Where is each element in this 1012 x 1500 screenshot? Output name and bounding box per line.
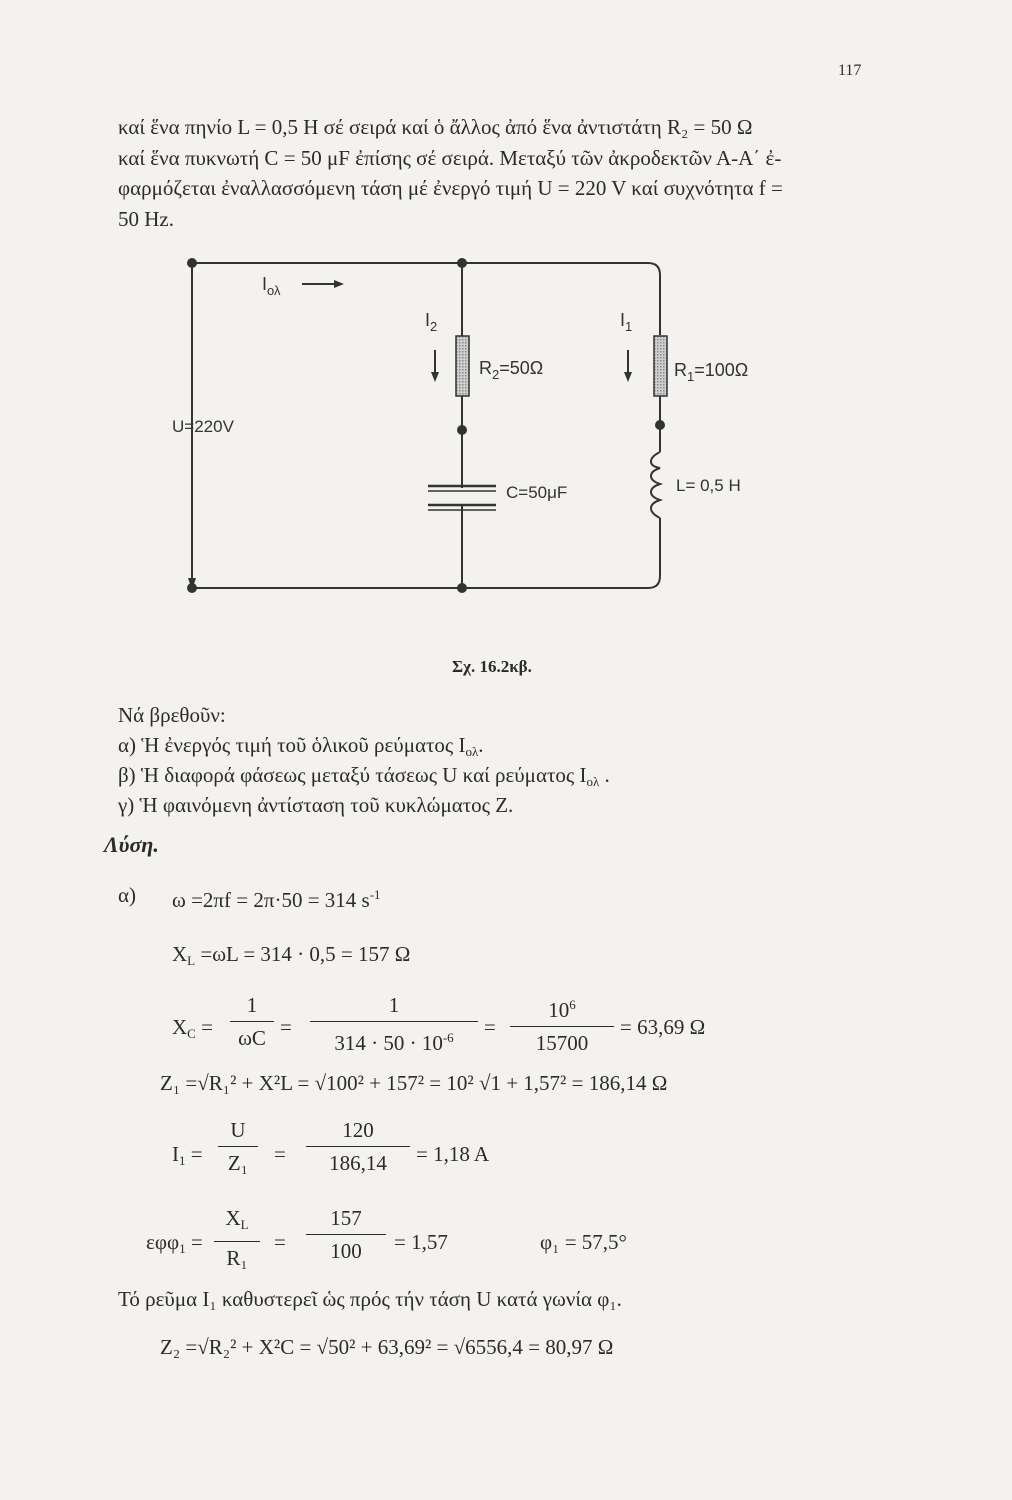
i1-lhs: $I_1$ = — [172, 1142, 203, 1168]
i1-fraction-2: 120 186,14 — [306, 1117, 410, 1176]
intro-line: καί ἕνα πυκνωτή C = 50 μF ἐπίσης σέ σειρά. Μεταξύ τῶν ἀκροδεκτῶν Α-Α΄ ἐ- — [118, 145, 782, 170]
tan-result: = 1,57 — [394, 1230, 448, 1254]
xc-fraction-2: 1 $314 \cdot 50 \cdot 10^{-6}$ — [310, 992, 478, 1056]
inductor-label: L= 0,5 H — [676, 476, 741, 495]
i1-label: $I_1$ — [620, 310, 633, 334]
i1-current-arrowhead — [624, 372, 632, 382]
tan-fraction-1: $X_L$ R₁ — [214, 1205, 260, 1271]
junction-dot — [457, 258, 467, 268]
xc-fraction-1: 1 ωC — [230, 992, 274, 1051]
junction-dot — [655, 420, 665, 430]
r2-label: $R_2=50\Omega$ — [479, 358, 544, 382]
intro-line: φαρμόζεται ἐναλλασσόμενη τάση μέ ἐνεργό τιμή U = 220 V καί συχνότητα f = — [118, 176, 783, 200]
voltage-label: U=220V — [172, 417, 234, 436]
total-current-arrowhead — [334, 280, 344, 288]
r1-label: $R_1=100\Omega$ — [674, 360, 749, 384]
equals-sign: = — [274, 1142, 286, 1166]
i1-fraction-1: U Z₁ — [218, 1117, 258, 1176]
resistor-r2 — [456, 336, 469, 396]
figure-caption: Σχ. 16.2κβ. — [452, 657, 532, 676]
question-b: β) Ἡ διαφορά φάσεως μεταξύ τάσεως U καί ρεύματος $I_{o\lambda}$ . — [118, 763, 610, 789]
questions-intro: Νά βρεθοῦν: — [118, 703, 226, 727]
lag-statement: Τό ρεῦμα I₁ καθυστερεῖ ὡς πρός τήν τάση U κατά γωνία φ₁. — [118, 1287, 622, 1311]
omega-equation: ω =2πf = 2π·50 = 314 $s^{-1}$ — [172, 887, 381, 912]
i2-current-arrowhead — [431, 372, 439, 382]
phi-result: φ₁ = 57,5° — [540, 1230, 627, 1254]
xc-result: = 63,69 Ω — [620, 1015, 706, 1039]
intro-line: καί ἕνα πηνίο L = 0,5 H σέ σειρά καί ὁ ἄλλος ἀπό ἕνα ἀντιστάτη R₂ = 50 Ω — [118, 115, 753, 139]
page-number: 117 — [838, 62, 862, 79]
part-a-label: α) — [118, 883, 136, 907]
junction-dot — [457, 583, 467, 593]
equals-sign: = — [484, 1015, 496, 1039]
solution-heading: Λύση. — [104, 832, 159, 857]
circuit-diagram — [0, 0, 1012, 660]
junction-dot — [457, 425, 467, 435]
total-current-label: $I_{o\lambda}$ — [262, 274, 281, 298]
bottom-wire — [192, 518, 660, 588]
intro-line: 50 Hz. — [118, 206, 174, 231]
i1-result: = 1,18 A — [416, 1142, 490, 1166]
tan-lhs: εφφ$_1$ = — [146, 1230, 203, 1256]
z2-equation: Z₂ =√R₂² + X²C = √50² + 63,69² = √6556,4 = 80,97 Ω — [160, 1335, 614, 1359]
question-a: α) Ἡ ἐνεργός τιμή τοῦ ὁλικοῦ ρεύματος $I_{o\lambda}$. — [118, 733, 484, 759]
xl-equation: $X_L =\omega L = 314 \cdot 0,5 = 157$ Ω — [172, 942, 411, 968]
xc-lhs: $X_C$ = — [172, 1015, 213, 1041]
tan-fraction-2: 157 100 — [306, 1205, 386, 1264]
z1-equation: Z₁ =√R₁² + X²L = √100² + 157² = 10² √1 + 1,57² = 186,14 Ω — [160, 1071, 668, 1095]
i2-label: $I_2$ — [425, 310, 438, 334]
question-c: γ) Ἡ φαινόμενη ἀντίσταση τοῦ κυκλώματος Z. — [118, 793, 514, 817]
junction-dot — [187, 583, 197, 593]
junction-dot — [187, 258, 197, 268]
xc-fraction-3: $10^6$ 15700 — [510, 992, 614, 1056]
inductor-coil — [651, 452, 660, 518]
equals-sign: = — [274, 1230, 286, 1254]
capacitor-label: C=50μF — [506, 483, 568, 502]
resistor-r1 — [654, 336, 667, 396]
equals-sign: = — [280, 1015, 292, 1039]
